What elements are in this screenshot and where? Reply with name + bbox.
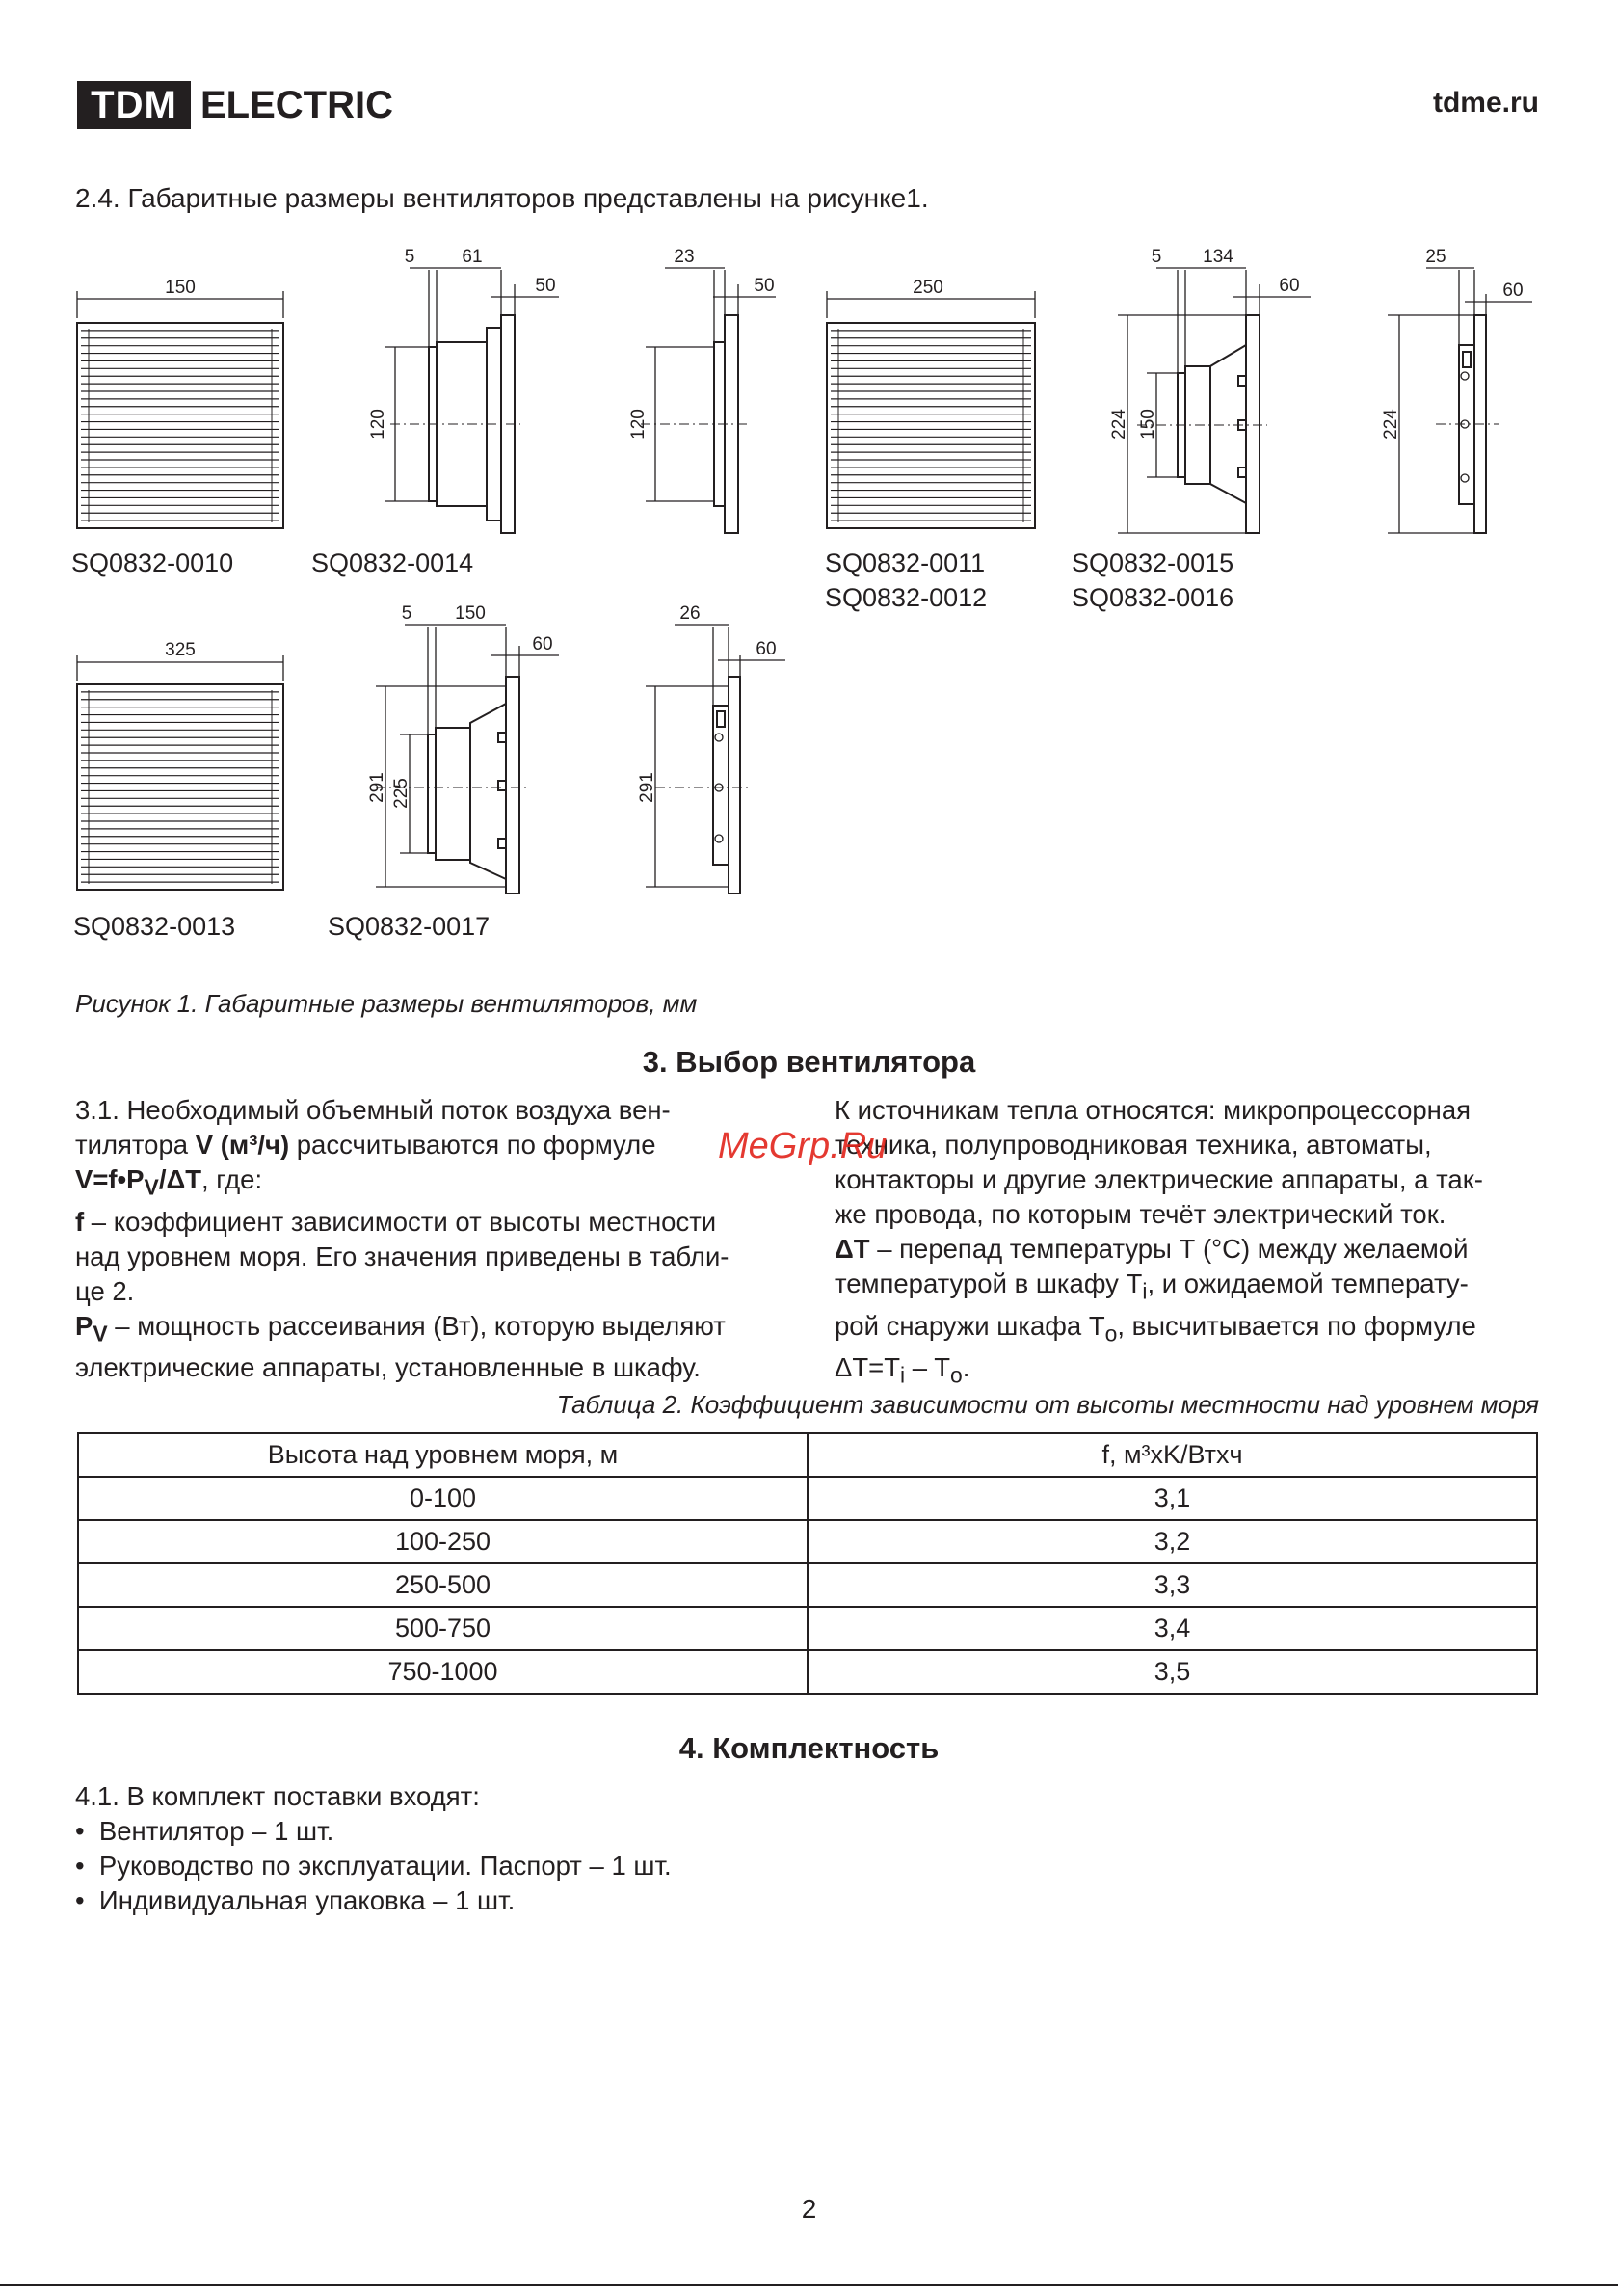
dim-120: 120	[368, 409, 388, 440]
dim-5c: 5	[401, 603, 412, 624]
table-row	[78, 1650, 1537, 1694]
section-3-left-column	[75, 1093, 779, 1385]
table-row	[78, 1607, 1537, 1650]
right-line-7: рой снаружи шкафа $Т_o$, высчитывается по формуле	[835, 1310, 1476, 1346]
dim-250: 250	[913, 278, 943, 298]
right-line-6: температурой в шкафу $Т_i$, и ожидаемой температу-	[835, 1268, 1469, 1304]
dim-150b: 150	[1138, 409, 1158, 440]
list-item: • Индивидуальная упаковка – 1 шт.	[75, 1885, 516, 1915]
dim-291: 291	[367, 772, 387, 803]
cell-altitude: 750-1000	[78, 1650, 808, 1694]
cell-coefficient: 3,5	[808, 1650, 1537, 1694]
dim-25: 25	[1425, 247, 1446, 267]
dim-134: 134	[1203, 247, 1233, 267]
label-sq0012: SQ0832-0012	[825, 583, 988, 612]
cell-altitude: 500-750	[78, 1607, 808, 1650]
dim-325: 325	[165, 640, 196, 660]
fan-side-224	[1109, 247, 1311, 533]
fan-front-150	[77, 278, 283, 528]
page-number: 2	[801, 2194, 817, 2224]
dim-150: 150	[165, 278, 196, 298]
right-line-5: ΔT – перепад температуры Т (°C) между желаемой	[835, 1234, 1469, 1264]
right-line-8: $\Delta T=T_i - T_o$.	[835, 1352, 970, 1388]
cell-altitude: 100-250	[78, 1520, 808, 1563]
section-3-right-column	[835, 1093, 1540, 1393]
dim-225: 225	[391, 778, 411, 809]
dim-50: 50	[535, 276, 556, 296]
fan-front-250	[827, 278, 1035, 528]
label-sq0016: SQ0832-0016	[1072, 583, 1234, 612]
filter-side-291	[637, 603, 785, 894]
left-line-7: $P_V$ – мощность рассеивания (Вт), которую выделяют	[75, 1310, 726, 1346]
label-sq0017: SQ0832-0017	[328, 912, 491, 941]
intro-text: 2.4. Габаритные размеры вентиляторов представлены на рисунке1.	[75, 183, 929, 213]
dim-60b: 60	[1502, 280, 1524, 301]
logo-electric-text: ELECTRIC	[200, 84, 393, 126]
label-sq0013: SQ0832-0013	[73, 912, 236, 941]
bottom-divider	[0, 2284, 1618, 2286]
dim-120b: 120	[628, 409, 649, 440]
dim-26: 26	[679, 603, 701, 624]
filter-side-120	[628, 247, 776, 533]
label-sq0015: SQ0832-0015	[1072, 548, 1234, 577]
dim-5b: 5	[1151, 247, 1162, 267]
right-line-1: К источникам тепла относятся: микропроцессорная	[835, 1095, 1472, 1125]
right-line-4: же провода, по которым течёт электрический ток.	[835, 1199, 1446, 1229]
right-line-2: техника, полупроводниковая техника, автоматы,	[835, 1130, 1432, 1160]
filter-side-224	[1381, 247, 1532, 533]
dim-5: 5	[404, 247, 415, 267]
dim-224b: 224	[1381, 409, 1401, 440]
left-line-4: f – коэффициент зависимости от высоты местности	[75, 1206, 717, 1237]
table-altitude-coefficient	[77, 1432, 1538, 1695]
dim-60c: 60	[532, 634, 553, 654]
section-4-title: 4. Комплектность	[678, 1731, 940, 1765]
watermark: MeGrp.Ru	[718, 1126, 888, 1166]
cell-coefficient: 3,4	[808, 1607, 1537, 1650]
cell-altitude: 0-100	[78, 1477, 808, 1520]
header-altitude: Высота над уровнем моря, м	[78, 1433, 808, 1477]
left-line-2: тилятора V (м³/ч) рассчитываются по формуле	[75, 1130, 656, 1160]
table-row	[78, 1477, 1537, 1520]
fan-side-120	[368, 247, 559, 533]
cell-coefficient: 3,3	[808, 1563, 1537, 1607]
header-coefficient: f, м³xK/Втxч	[808, 1433, 1537, 1477]
label-sq0011: SQ0832-0011	[825, 548, 986, 577]
label-sq0014: SQ0832-0014	[311, 548, 474, 577]
list-item: • Вентилятор – 1 шт.	[75, 1816, 334, 1846]
fan-dimension-drawings	[0, 231, 1618, 964]
dim-224: 224	[1109, 409, 1129, 440]
dim-60: 60	[1279, 276, 1300, 296]
left-line-6: це 2.	[75, 1275, 135, 1306]
left-line-3: $V=f•P_V/\Delta T$, где:	[75, 1164, 263, 1200]
cell-altitude: 250-500	[78, 1563, 808, 1607]
fan-side-291	[367, 603, 559, 894]
site-url[interactable]: tdme.ru	[1432, 87, 1539, 119]
left-line-1: 3.1. Необходимый объемный поток воздуха вен-	[75, 1095, 671, 1125]
logo-tdm-box: TDM	[77, 81, 191, 129]
label-sq0010: SQ0832-0010	[71, 548, 234, 577]
table-2-caption: Таблица 2. Коэффициент зависимости от высоты местности над уровнем моря	[556, 1390, 1539, 1419]
dim-23: 23	[674, 247, 695, 267]
dim-150c: 150	[455, 603, 486, 624]
fan-front-325	[77, 640, 283, 890]
table-row	[78, 1563, 1537, 1607]
figure-caption: Рисунок 1. Габаритные размеры вентиляторов, мм	[75, 989, 698, 1018]
dim-61: 61	[462, 247, 483, 267]
left-line-8: электрические аппараты, установленные в шкафу.	[75, 1352, 701, 1382]
left-line-5: над уровнем моря. Его значения приведены в табли-	[75, 1241, 729, 1271]
dim-291b: 291	[637, 772, 657, 803]
cell-coefficient: 3,1	[808, 1477, 1537, 1520]
section-3-title: 3. Выбор вентилятора	[642, 1045, 976, 1079]
section-4-intro: 4.1. В комплект поставки входят:	[75, 1781, 480, 1811]
cell-coefficient: 3,2	[808, 1520, 1537, 1563]
right-line-3: контакторы и другие электрические аппараты, а так-	[835, 1164, 1483, 1194]
list-item: • Руководство по эксплуатации. Паспорт – 1 шт.	[75, 1851, 672, 1881]
dim-50b: 50	[754, 276, 775, 296]
dim-60d: 60	[756, 639, 777, 659]
table-row	[78, 1520, 1537, 1563]
table-header-row	[78, 1433, 1537, 1477]
